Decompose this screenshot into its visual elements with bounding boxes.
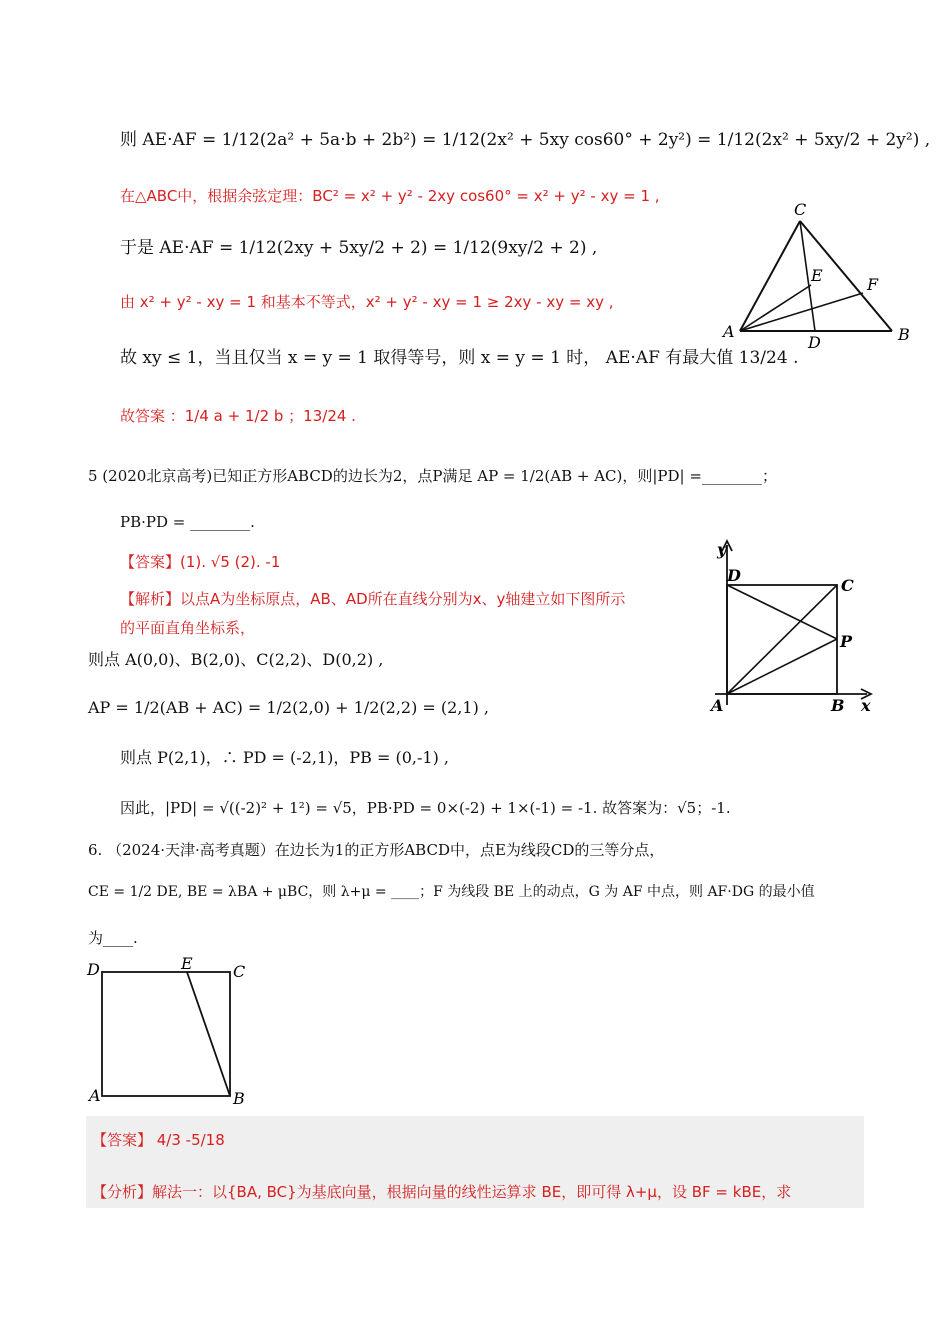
fig3-label-A: A — [89, 1086, 101, 1105]
fig2-label-P: P — [840, 632, 853, 651]
coords-line-1: 则点 A(0,0)、B(2,0)、C(2,2)、D(0,2) , — [88, 650, 384, 669]
fig1-label-E: E — [811, 266, 823, 285]
fig3-label-C: C — [233, 962, 246, 981]
fig3-label-E: E — [181, 955, 193, 973]
fig1-label-A: A — [723, 322, 735, 341]
triangle-figure — [715, 195, 915, 355]
derivation-line-3: 于是 AE·AF = 1/12(2xy + 5xy/2 + 2) = 1/12(9xy/2 + 2) , — [120, 238, 598, 258]
question-6-line-2: CE = 1/2 DE, BE = λBA + μBC，则 λ+μ = ____；F 为线段 BE 上的动点，G 为 AF 中点，则 AF·DG 的最小值 — [88, 884, 815, 900]
fig1-label-D: D — [808, 333, 821, 352]
derivation-line-2: 在△ABC中，根据余弦定理：BC² = x² + y² - 2xy cos60° = x² + y² - xy = 1 , — [120, 187, 660, 205]
fig1-label-B: B — [898, 325, 910, 344]
question-5-part-2: PB·PD = ________. — [120, 513, 255, 531]
derivation-line-5: 故 xy ≤ 1，当且仅当 x = y = 1 取得等号，则 x = y = 1 时， AE·AF 有最大值 13/24 . — [120, 348, 799, 368]
answer-6: 【答案】 4/3 -5/18 — [92, 1131, 225, 1149]
fig2-label-B: B — [831, 696, 845, 715]
fig1-label-F: F — [867, 275, 879, 294]
question-6-line-3: 为____. — [88, 929, 138, 947]
fig2-label-A: A — [711, 696, 724, 715]
analysis-5-line-2: 的平面直角坐标系， — [120, 619, 256, 637]
coords-line-2: AP = 1/2(AB + AC) = 1/2(2,0) + 1/2(2,2) = (2,1) , — [88, 698, 490, 717]
derivation-line-4: 由 x² + y² - xy = 1 和基本不等式，x² + y² - xy = 1 ≥ 2xy - xy = xy , — [120, 293, 614, 311]
coordinate-figure — [695, 535, 890, 725]
answer-line-4: 故答案 ：1/4 a + 1/2 b ；13/24 . — [120, 407, 356, 425]
fig1-label-C: C — [794, 200, 807, 219]
fig2-label-x: x — [861, 696, 871, 715]
question-6-line-1: 6. （2024·天津·高考真题）在边长为1的正方形ABCD中，点E为线段CD的三等分点， — [88, 841, 665, 859]
coords-line-4: 因此，|PD| = √((-2)² + 1²) = √5，PB·PD = 0×(-2) + 1×(-1) = -1. 故答案为：√5；-1. — [120, 799, 731, 817]
question-5: 5 (2020北京高考)已知正方形ABCD的边长为2，点P满足 AP = 1/2(AB + AC)，则|PD| =________； — [88, 467, 777, 485]
fig2-label-D: D — [727, 566, 741, 585]
fig2-label-C: C — [841, 576, 854, 595]
coords-line-3: 则点 P(2,1)，∴ PD = (-2,1)，PB = (0,-1) , — [120, 748, 449, 767]
analysis-6: 【分析】解法一：以{BA, BC}为基底向量，根据向量的线性运算求 BE，即可得 λ+μ，设 BF = kBE，求 — [92, 1183, 792, 1201]
fig3-label-D: D — [87, 960, 100, 979]
answer-5: 【答案】(1). √5 (2). -1 — [120, 553, 281, 571]
analysis-5-line-1: 【解析】以点A为坐标原点，AB、AD所在直线分别为x、y轴建立如下图所示 — [120, 590, 626, 608]
derivation-line-1: 则 AE·AF = 1/12(2a² + 5a·b + 2b²) = 1/12(2x² + 5xy cos60° + 2y²) = 1/12(2x² + 5xy/2 + 2y²) , — [120, 130, 931, 150]
fig2-label-y: y — [717, 540, 727, 559]
fig3-label-B: B — [233, 1089, 245, 1108]
square-figure — [85, 955, 260, 1110]
